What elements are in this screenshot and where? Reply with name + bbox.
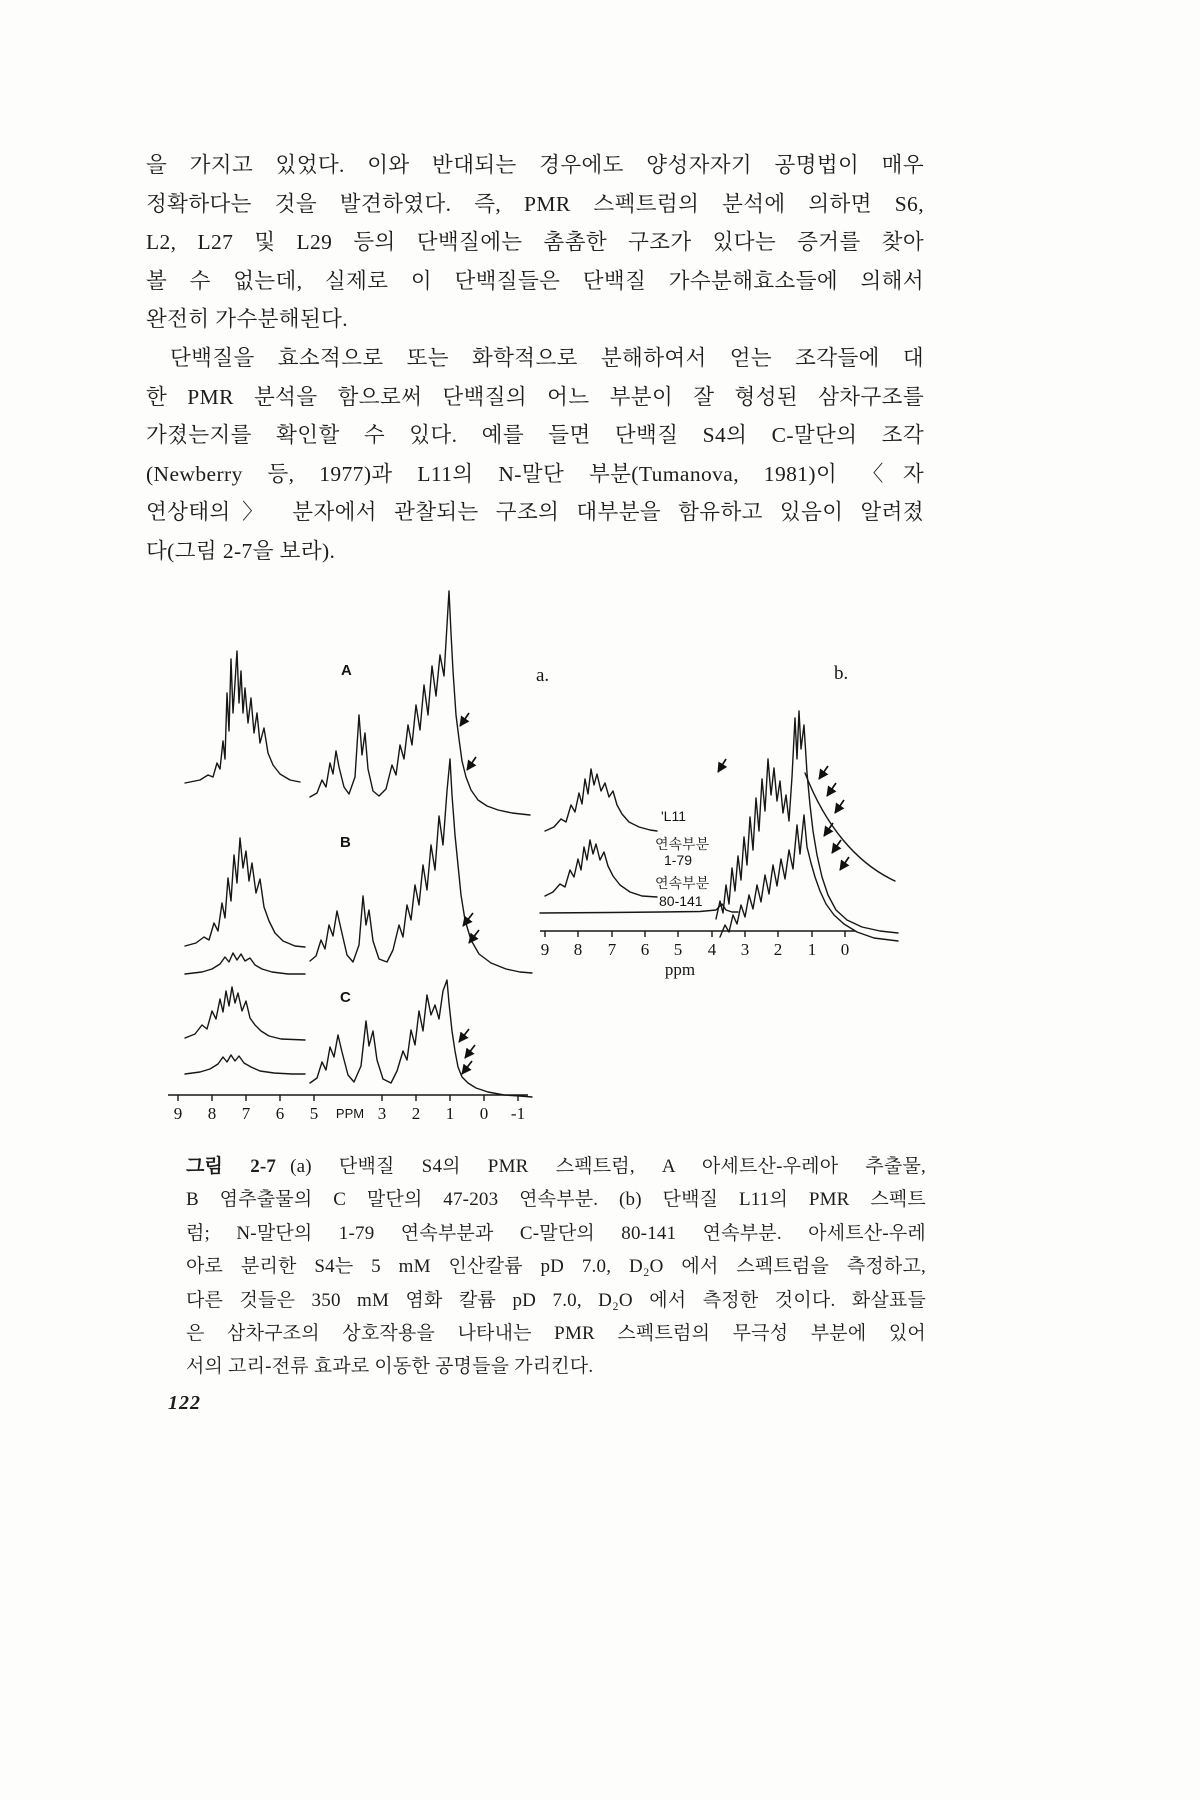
caption-line xyxy=(186,1150,926,1183)
shift-arrow xyxy=(460,713,469,726)
figure-caption xyxy=(186,1150,926,1384)
axis-tick-label: 2 xyxy=(411,1104,421,1123)
spectrum-b-decay-curve xyxy=(805,773,895,881)
text-line: 단백질을 효소적으로 또는 화학적으로 분해하여서 얻는 조각들에 대 xyxy=(170,345,924,370)
spectrum-left-small-5 xyxy=(185,1055,305,1074)
axis-tick-label: 1 xyxy=(445,1104,455,1123)
fragment-1-range: 1-79 xyxy=(664,852,693,868)
body-text xyxy=(146,146,924,571)
caption-line: 아로 분리한 S4는 5 mM 인산칼륨 pD 7.0, D₂O 에서 스펙트럼을 측정하고, xyxy=(186,1256,926,1278)
shift-arrow xyxy=(462,1061,472,1074)
axis-tick-label: 8 xyxy=(207,1104,217,1123)
caption-line: 은 삼차구조의 상호작용을 나타내는 PMR 스펙트럼의 무극성 부분에 있어 xyxy=(186,1322,926,1344)
page-number: 122 xyxy=(168,1392,201,1414)
axis-tick-label: 7 xyxy=(607,940,617,959)
axis-tick-label: 9 xyxy=(540,940,550,959)
panel-label-a-lowercase: a. xyxy=(536,665,550,686)
axis-tick-label: 0 xyxy=(479,1104,489,1123)
shift-arrow xyxy=(467,757,476,770)
axis-tick-label: 2 xyxy=(773,940,783,959)
axis-tick-label: 7 xyxy=(241,1104,251,1123)
caption-line: 다른 것들은 350 mM 염화 칼륨 pD 7.0, D₂O 에서 측정한 것이다. 화살표들 xyxy=(186,1289,926,1311)
shift-arrow xyxy=(827,783,836,796)
spectrum-b xyxy=(310,759,532,973)
axis-tick-label: 3 xyxy=(740,940,750,959)
text-line: L2, L27 및 L29 등의 단백질에는 촘촘한 구조가 있다는 증거를 찾아 xyxy=(146,230,924,255)
axis-tick-label: 0 xyxy=(840,940,850,959)
text-line: 연상태의〉 분자에서 관찰되는 구조의 대부분을 함유하고 있음이 알려졌 xyxy=(146,500,924,525)
axis-tick-label: 4 xyxy=(707,940,717,959)
shift-arrow xyxy=(835,800,844,813)
shift-arrow xyxy=(819,766,828,779)
text-line: 한 PMR 분석을 함으로써 단백질의 어느 부분이 잘 형성된 삼차구조를 xyxy=(146,384,924,409)
shift-arrow xyxy=(465,1045,475,1058)
shift-arrow xyxy=(718,759,726,772)
fragment-2-range: 80-141 xyxy=(659,893,703,909)
axis-tick-label: 9 xyxy=(173,1104,183,1123)
axis-tick-label: 3 xyxy=(377,1104,387,1123)
axis-tick-label: -1 xyxy=(510,1104,526,1123)
text-line: 완전히 가수분해된다. xyxy=(146,307,349,332)
paragraph-1 xyxy=(146,146,924,339)
text-line: (Newberry 등, 1977)과 L11의 N-말단 부분(Tumanova, 1981)이 〈자 xyxy=(146,461,924,486)
pmr-spectra-svg xyxy=(160,563,920,1141)
caption-line: 럼; N-말단의 1-79 연속부분과 C-말단의 80-141 연속부분. 아세트산-우레 xyxy=(186,1222,926,1244)
text-line: 을 가지고 있었다. 이와 반대되는 경우에도 양성자자기 공명법이 매우 xyxy=(146,153,924,177)
axis-tick-label: 6 xyxy=(275,1104,285,1123)
axis-tick-label: 8 xyxy=(573,940,583,959)
spectrum-b-trace-1 xyxy=(716,711,898,933)
shift-arrow xyxy=(459,1029,469,1042)
text-line: 정확하다는 것을 발견하였다. 즉, PMR 스펙트럼의 분석에 의하면 S6, xyxy=(146,191,924,216)
caption-label: 그림 2-7 xyxy=(186,1156,277,1177)
axis-tick-label: 5 xyxy=(673,940,683,959)
caption-line: B 염추출물의 C 말단의 47-203 연속부분. (b) 단백질 L11의 PMR 스펙트 xyxy=(186,1189,926,1211)
caption-text: (a) 단백질 S4의 PMR 스펙트럼, A 아세트산-우레아 추출물, xyxy=(290,1156,926,1177)
axis-tick-label: 5 xyxy=(309,1104,319,1123)
spectrum-left-small-3 xyxy=(185,953,305,974)
panel-label-a-uppercase: A xyxy=(341,662,352,679)
spectrum-left-small-4 xyxy=(185,987,305,1040)
spectrum-l11-full xyxy=(545,769,657,831)
axis-tick-label: 1 xyxy=(807,940,817,959)
spectrum-b-trace-2 xyxy=(720,815,898,941)
fragment-2-name: 연속부분 xyxy=(655,875,710,891)
spectrum-a xyxy=(310,591,530,815)
spectrum-left-small-2 xyxy=(185,838,305,947)
panel-label-b-lowercase: b. xyxy=(834,663,849,684)
l11-label: 'L11 xyxy=(661,808,686,824)
spectrum-left-small-1 xyxy=(185,651,300,783)
axis-unit-label: ppm xyxy=(664,960,696,979)
spectrum-l11-fragment-80-141 xyxy=(540,904,738,913)
panel-label-c-uppercase: C xyxy=(340,989,351,1006)
text-line: 가졌는지를 확인할 수 있다. 예를 들면 단백질 S4의 C-말단의 조각 xyxy=(146,423,924,448)
shift-arrow xyxy=(824,823,833,836)
axis-unit-label: PPM xyxy=(335,1106,365,1121)
axis-tick-label: 6 xyxy=(640,940,650,959)
figure-2-7 xyxy=(160,563,920,1141)
shift-arrow xyxy=(840,857,849,870)
fragment-1-name: 연속부분 xyxy=(655,836,710,852)
caption-line: 서의 고리-전류 효과로 이동한 공명들을 가리킨다. xyxy=(186,1356,594,1378)
text-line: 볼 수 없는데, 실제로 이 단백질들은 단백질 가수분해효소들에 의해서 xyxy=(146,268,924,293)
text-line: 다(그림 2-7을 보라). xyxy=(146,538,336,563)
spectrum-l11-fragment-1-79 xyxy=(545,840,657,897)
shift-arrow xyxy=(832,840,841,853)
paragraph-2 xyxy=(146,339,924,571)
panel-label-b-uppercase: B xyxy=(340,834,351,851)
